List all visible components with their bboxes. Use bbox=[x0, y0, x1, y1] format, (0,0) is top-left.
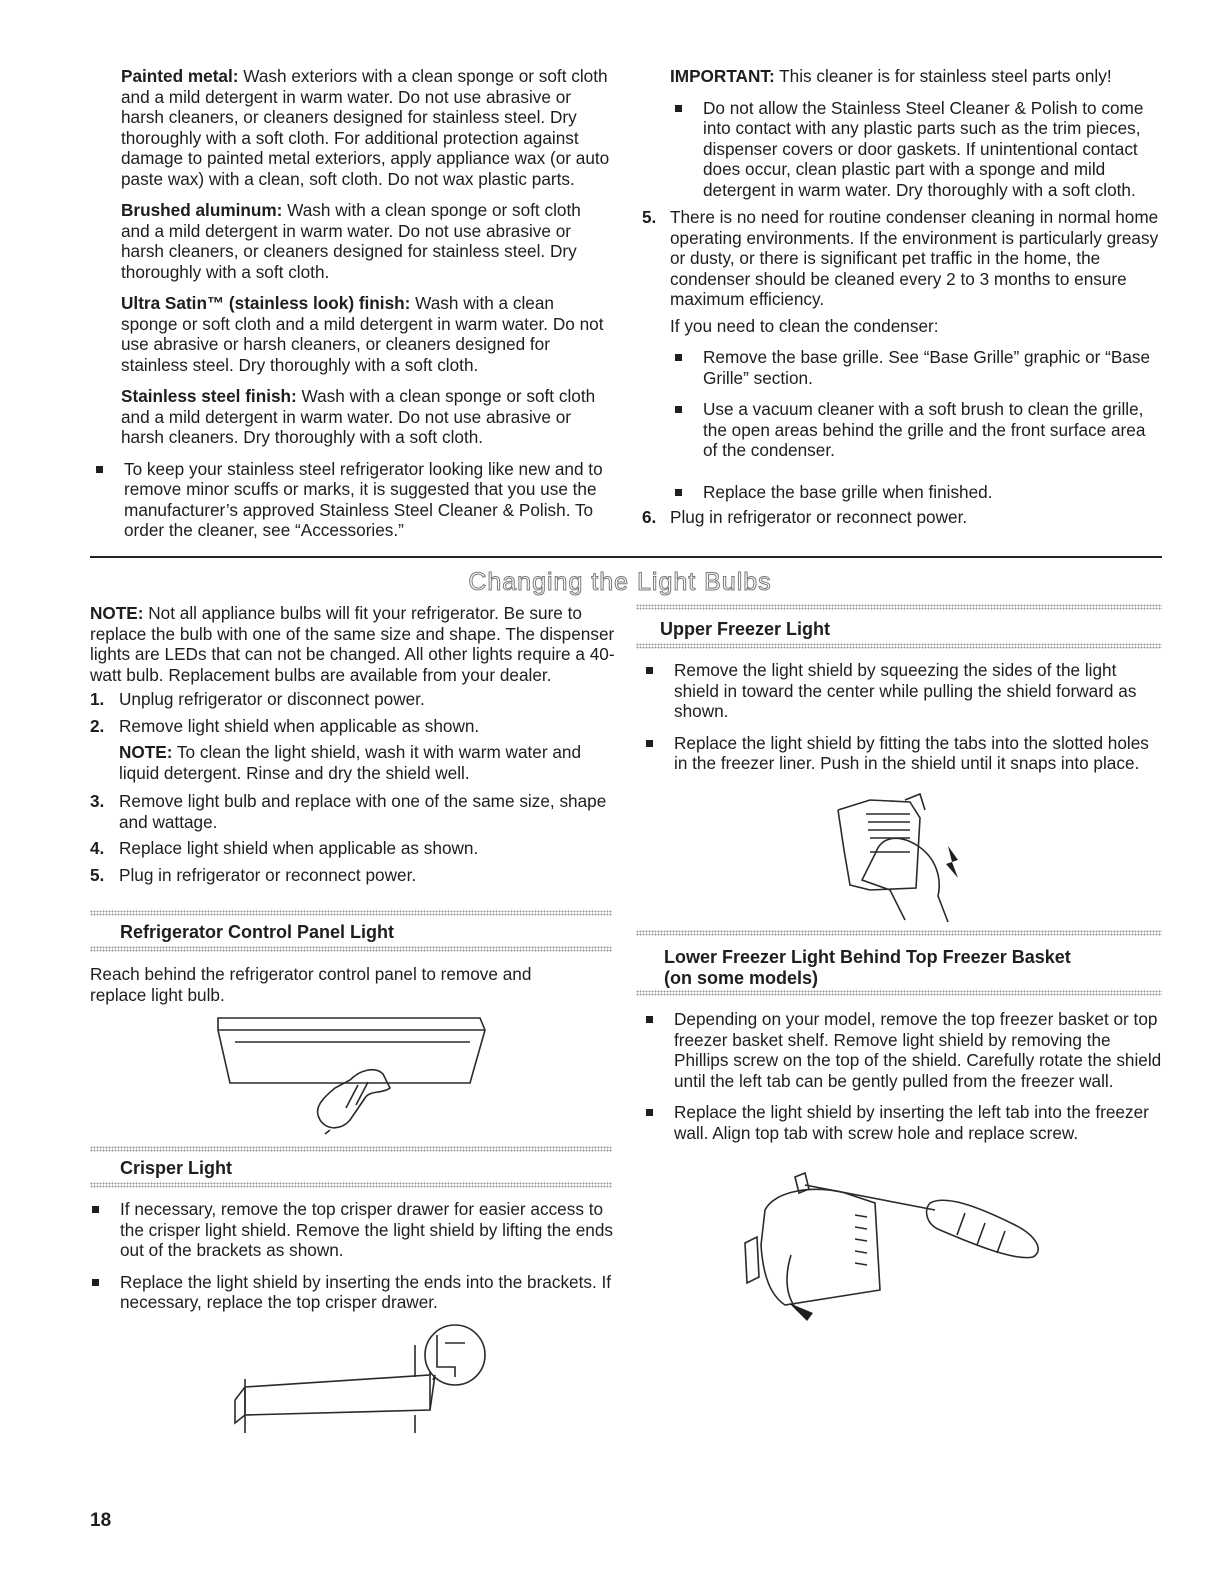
clean-bullet-2 bbox=[642, 399, 1162, 461]
section-divider bbox=[90, 556, 1162, 558]
stainless-steel-lead: Stainless steel finish: bbox=[121, 386, 297, 406]
painted-metal-lead: Painted metal: bbox=[121, 66, 239, 86]
brushed-aluminum-lead: Brushed aluminum: bbox=[121, 200, 283, 220]
crisper-heading: Crisper Light bbox=[120, 1158, 233, 1178]
lower-freezer-heading bbox=[664, 947, 1071, 989]
upper-freezer-dots-bottom bbox=[636, 643, 1162, 649]
stainless-steel-paragraph bbox=[121, 386, 611, 448]
bullet-square-icon bbox=[675, 489, 682, 496]
step-number: 1. bbox=[90, 689, 105, 709]
ultra-satin-text: Wash with a clean sponge or soft cloth and a mild detergent in warm water. Do not use abrasive or harsh cleaners, or cleaners designed for stainless steel. Dry thoroughly with a soft cloth. bbox=[121, 293, 604, 375]
important-paragraph bbox=[642, 66, 1162, 87]
upper-freezer-bullet-text: Remove the light shield by squeezing the sides of the light shield in toward the center while pulling the shield forward as shown. bbox=[674, 660, 1137, 721]
ultra-satin-lead: Ultra Satin™ (stainless look) finish: bbox=[121, 293, 411, 313]
top-right-column bbox=[642, 66, 1162, 534]
bullet-square-icon bbox=[92, 1279, 99, 1286]
bulb-step-5 bbox=[90, 865, 615, 886]
bulbs-left-column bbox=[90, 603, 615, 891]
crisper-bullet-1 bbox=[90, 1199, 615, 1261]
bulb-step-3 bbox=[90, 791, 615, 832]
important-text: This cleaner is for stainless steel parts only! bbox=[774, 66, 1112, 86]
lower-freezer-dots-bottom bbox=[636, 990, 1162, 996]
step-text: Replace light shield when applicable as shown. bbox=[119, 838, 479, 858]
stainless-steel-text: Wash with a clean sponge or soft cloth and a mild detergent in warm water. Do not use abrasive or harsh cleaners. Dry thoroughly with a soft cloth. bbox=[121, 386, 596, 447]
crisper-bullet-text: If necessary, remove the top crisper drawer for easier access to the crisper light shield. Remove the light shield by lifting the ends out of the brackets as shown. bbox=[120, 1199, 613, 1260]
bullet-square-icon bbox=[675, 354, 682, 361]
upper-freezer-dots-top bbox=[636, 604, 1162, 610]
step-number: 3. bbox=[90, 791, 105, 811]
bullet-square-icon bbox=[96, 466, 103, 473]
page-number: 18 bbox=[90, 1510, 112, 1531]
painted-metal-paragraph bbox=[121, 66, 611, 189]
crisper-light-illustration bbox=[215, 1315, 495, 1440]
lower-freezer-dots-top bbox=[636, 930, 1162, 936]
step-number: 5. bbox=[642, 207, 657, 227]
control-panel-illustration bbox=[200, 1010, 500, 1135]
painted-metal-text: Wash exteriors with a clean sponge or soft cloth and a mild detergent in warm water. Do not use abrasive or harsh cleaners, or cleaners designed for stainless steel. Dry thoroughly with a soft cloth. For additional protection against damage to painted metal exteriors, apply appliance wax (or auto paste wax) with a clean, soft cloth. Do not wax plastic parts. bbox=[121, 66, 610, 189]
step-number: 2. bbox=[90, 715, 105, 736]
bullet-text: To keep your stainless steel refrigerator looking like new and to remove minor scuffs or marks, it is suggested that you use the manufacturer’s approved Stainless Steel Cleaner & Polish. To order the cleaner, see “Accessories.” bbox=[124, 458, 603, 540]
brushed-aluminum-text: Wash with a clean sponge or soft cloth and a mild detergent in warm water. Do not use abrasive or harsh cleaners, or cleaners designed for stainless steel. Dry thoroughly with a soft cloth. bbox=[121, 200, 581, 282]
bullet-square-icon bbox=[675, 105, 682, 112]
step-6 bbox=[642, 507, 1162, 528]
bullet-square-icon bbox=[646, 1109, 653, 1116]
important-bullet-text: Do not allow the Stainless Steel Cleaner & Polish to come into contact with any plastic parts such as the trim pieces, dispenser covers or door gaskets. If unintentional contact does occur, clean plastic part with a sponge and mild detergent in warm water. Dry thoroughly with a soft cloth. bbox=[703, 97, 1144, 200]
bullet-square-icon bbox=[675, 406, 682, 413]
note-text: To clean the light shield, wash it with warm water and liquid detergent. Rinse and dry the shield well. bbox=[119, 742, 582, 783]
stainless-cleaner-bullet bbox=[94, 459, 611, 541]
step-text: Unplug refrigerator or disconnect power. bbox=[119, 689, 425, 709]
step-number: 4. bbox=[90, 838, 105, 858]
note-lead: NOTE: bbox=[119, 742, 173, 762]
bullet-square-icon bbox=[646, 740, 653, 747]
lower-freezer-bullet-2 bbox=[644, 1102, 1162, 1143]
step-6-text: Plug in refrigerator or reconnect power. bbox=[670, 507, 968, 527]
upper-freezer-heading: Upper Freezer Light bbox=[660, 619, 831, 639]
upper-freezer-bullet-2 bbox=[644, 733, 1162, 774]
note-lead: NOTE: bbox=[90, 603, 144, 623]
bullet-square-icon bbox=[646, 667, 653, 674]
step-5-text: There is no need for routine condenser cleaning in normal home operating environments. If the environment is particularly greasy or dusty, or there is significant pet traffic in the home, the condenser should be cleaned every 2 to 3 months to ensure maximum efficiency. bbox=[670, 207, 1159, 309]
note-text: Not all appliance bulbs will fit your refrigerator. Be sure to replace the bulb with one of the same size and shape. The dispenser lights are LEDs that can not be changed. All other lights require a 40-watt bulb. Replacement bulbs are available from your dealer. bbox=[90, 603, 615, 685]
control-panel-dots-top bbox=[90, 910, 612, 916]
clean-bullet-3 bbox=[642, 482, 1162, 503]
crisper-bullet-text: Replace the light shield by inserting the ends into the brackets. If necessary, replace the top crisper drawer. bbox=[120, 1271, 612, 1312]
section-title: Changing the Light Bulbs bbox=[468, 568, 772, 596]
bulbs-note bbox=[90, 603, 615, 685]
clean-intro: If you need to clean the condenser: bbox=[670, 315, 939, 336]
brushed-aluminum-paragraph bbox=[121, 200, 611, 282]
arrow-icon bbox=[946, 846, 958, 878]
upper-freezer-illustration bbox=[830, 790, 980, 930]
lower-freezer-illustration bbox=[735, 1165, 1065, 1340]
rotate-arrow-icon bbox=[789, 1303, 813, 1321]
bulb-step-2 bbox=[90, 716, 615, 737]
step-2-note bbox=[90, 742, 615, 783]
upper-freezer-bullet-1 bbox=[644, 660, 1162, 722]
step-text: Remove light shield when applicable as shown. bbox=[119, 715, 480, 736]
crisper-dots-top bbox=[90, 1146, 612, 1152]
ultra-satin-paragraph bbox=[121, 293, 611, 375]
control-panel-text: Reach behind the refrigerator control panel to remove and replace light bulb. bbox=[90, 964, 532, 1005]
clean-bullet-text: Use a vacuum cleaner with a soft brush to clean the grille, the open areas behind the grille and the front surface area of the condenser. bbox=[703, 399, 1146, 460]
bullet-square-icon bbox=[646, 1016, 653, 1023]
lower-freezer-heading-line1: Lower Freezer Light Behind Top Freezer Basket bbox=[664, 947, 1071, 967]
clean-bullet-text: Replace the base grille when finished. bbox=[703, 481, 993, 502]
lower-freezer-bullet-1 bbox=[644, 1009, 1162, 1091]
clean-bullet-text: Remove the base grille. See “Base Grille” graphic or “Base Grille” section. bbox=[703, 347, 1151, 388]
step-text: Remove light bulb and replace with one of the same size, shape and wattage. bbox=[119, 791, 607, 832]
upper-freezer-bullets bbox=[644, 660, 1162, 785]
upper-freezer-bullet-text: Replace the light shield by fitting the tabs into the slotted holes in the freezer liner. Push in the shield until it snaps into place. bbox=[674, 732, 1149, 773]
bulb-step-4 bbox=[90, 838, 615, 859]
important-bullet bbox=[642, 98, 1162, 201]
bulb-step-1 bbox=[90, 689, 615, 710]
control-panel-dots-bottom bbox=[90, 946, 612, 952]
step-number: 6. bbox=[642, 507, 657, 527]
crisper-dots-bottom bbox=[90, 1182, 612, 1188]
step-number: 5. bbox=[90, 864, 105, 885]
crisper-bullets bbox=[90, 1199, 615, 1324]
lower-freezer-bullet-text: Depending on your model, remove the top freezer basket or top freezer basket shelf. Remove light shield by removing the Phillips screw on the top of the shield. Carefully rotate the shield until the left tab can be gently pulled from the freezer wall. bbox=[674, 1009, 1162, 1091]
bullet-square-icon bbox=[92, 1206, 99, 1213]
important-lead: IMPORTANT: bbox=[670, 66, 775, 86]
step-5 bbox=[642, 207, 1162, 310]
lower-freezer-bullets bbox=[644, 1009, 1162, 1154]
lower-freezer-heading-line2: (on some models) bbox=[664, 968, 819, 988]
clean-bullet-1 bbox=[642, 347, 1162, 388]
crisper-bullet-2 bbox=[90, 1272, 615, 1313]
step-text: Plug in refrigerator or reconnect power. bbox=[119, 864, 417, 885]
control-panel-heading: Refrigerator Control Panel Light bbox=[120, 922, 395, 942]
lower-freezer-bullet-text: Replace the light shield by inserting the left tab into the freezer wall. Align top tab with screw hole and replace screw. bbox=[674, 1102, 1149, 1143]
top-left-column bbox=[121, 66, 611, 552]
